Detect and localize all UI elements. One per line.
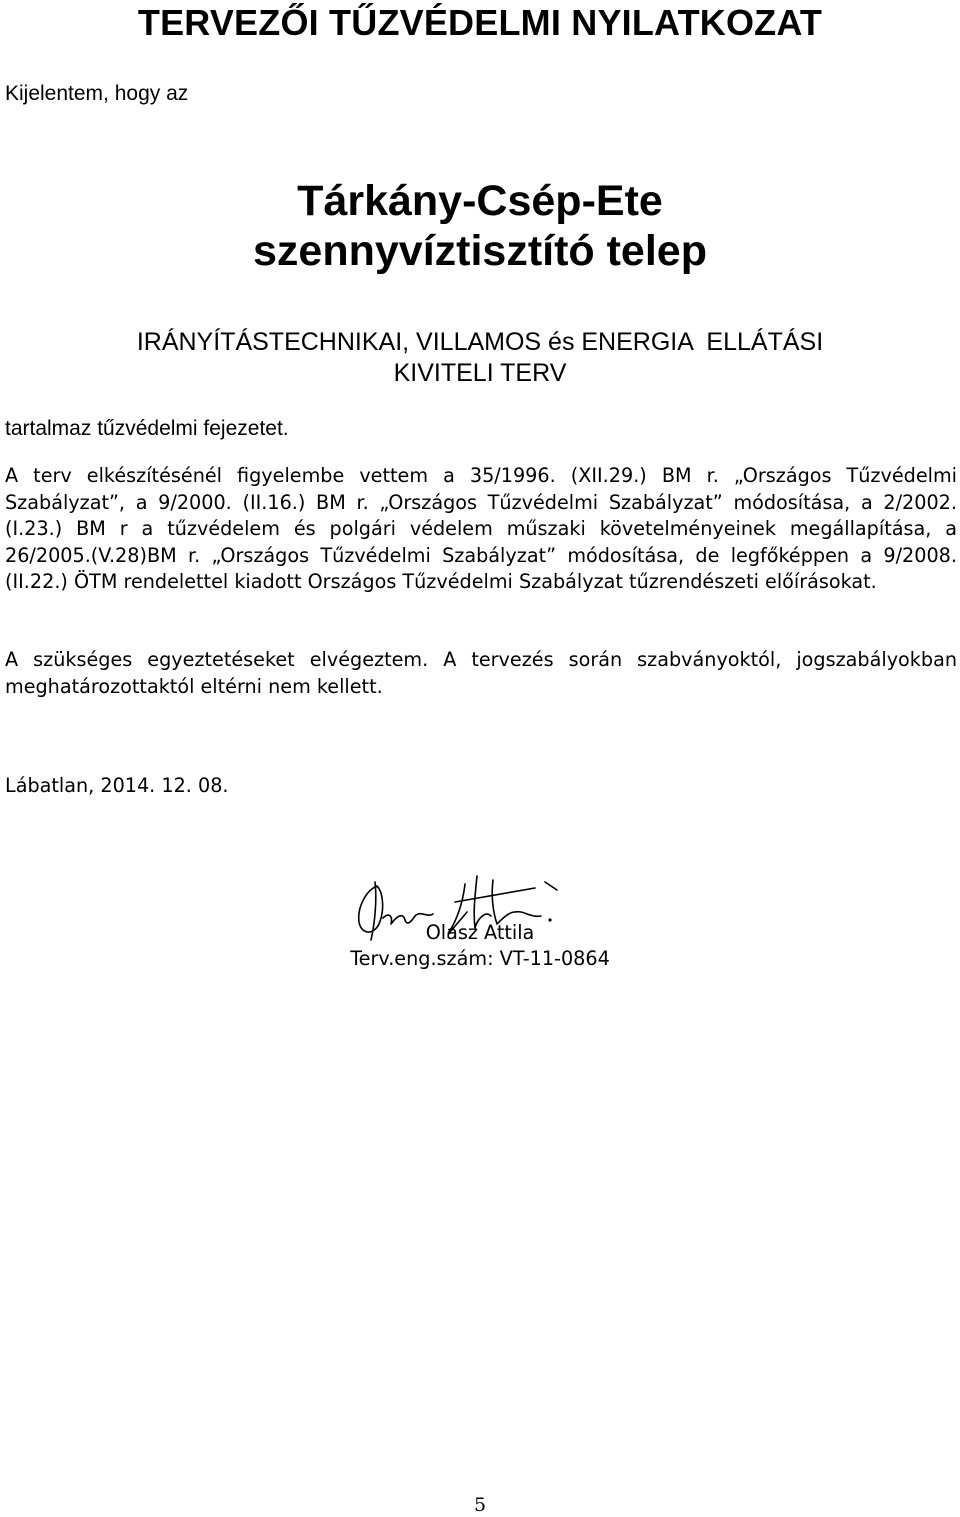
signature-block xyxy=(0,920,960,972)
document-title: TERVEZŐI TŰZVÉDELMI NYILATKOZAT xyxy=(137,2,823,43)
designer-registration: Terv.eng.szám: VT-11-0864 xyxy=(350,947,610,970)
intro-text: Kijelentem, hogy az xyxy=(5,82,189,105)
plan-subtitle-line-2: KIVITELI TERV xyxy=(393,359,567,387)
page-number: 5 xyxy=(473,1494,487,1516)
signer-name: Olasz Attila xyxy=(425,921,535,944)
contains-text: tartalmaz tűzvédelmi fejezetet. xyxy=(5,417,289,440)
plan-subtitle-line-1: IRÁNYÍTÁSTECHNIKAI, VILLAMOS és ENERGIA ELLÁTÁSI xyxy=(136,328,824,356)
project-name-line-2: szennyvíztisztító telep xyxy=(253,227,707,275)
project-name xyxy=(0,176,960,276)
regulations-paragraph: A terv elkészítésénél figyelembe vettem a 35/1996. (XII.29.) BM r. „Országos Tűzvédelmi Szabályzat”, a 9/2000. (II.16.) BM r. „Országos Tűzvédelmi Szabályzat” módosítása, a 2/2002.(I.23.) BM r a tűzvédelem és polgári védelem műszaki követelményeinek megállapítása, a 26/2005.(V.28)BM r. „Országos Tűzvédelmi Szabályzat” módosítása, de legfőképpen a 9/2008. (II.22.) ÖTM rendelettel kiadott Országos Tűzvédelmi Szabályzat tűzrendészeti előírásokat. xyxy=(5,464,957,593)
place-date: Lábatlan, 2014. 12. 08. xyxy=(5,774,229,797)
project-name-line-1: Tárkány-Csép-Ete xyxy=(297,177,663,225)
agreement-paragraph: A szükséges egyeztetéseket elvégeztem. A tervezés során szabványoktól, jogszabályokban meghatározottaktól eltérni nem kellett. xyxy=(5,648,957,698)
plan-subtitle xyxy=(0,327,960,389)
